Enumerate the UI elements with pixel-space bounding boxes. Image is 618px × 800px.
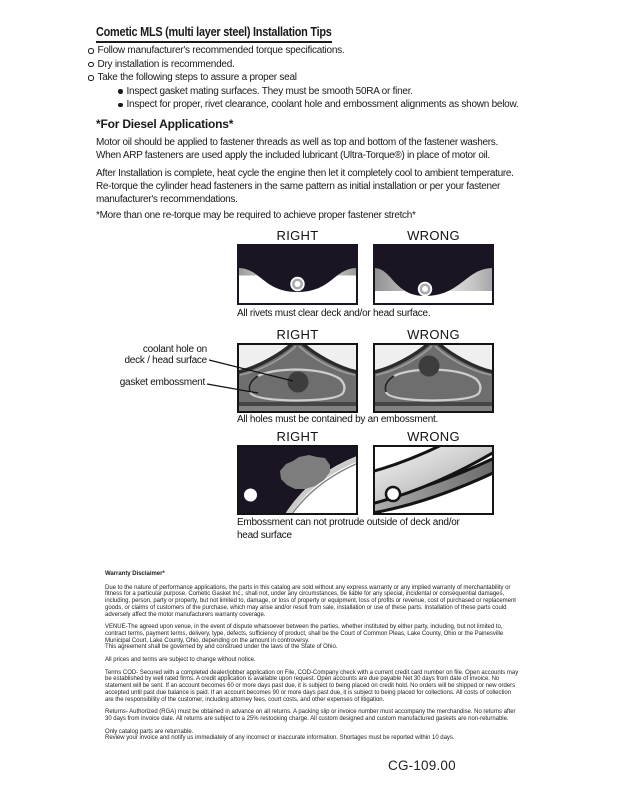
right-label: RIGHT	[276, 327, 319, 342]
open-circle-icon	[88, 62, 94, 68]
diagram-right-column	[237, 228, 358, 305]
bullet-text: Inspect for proper, rivet clearance, coolant hole and embossment alignments as shown below.	[126, 99, 519, 111]
sub-bullet-item	[88, 85, 518, 99]
embossment-wrong-panel	[373, 343, 494, 413]
disclaimer-paragraph: Terms COD- Secured with a completed dealer/jobber application on File, COD-Company check with a current credit card number on file. Open accounts may be established by well rated firms. A credit application is available upon request. Open accounts are due payable Net 30 days from date of invoice. No statement will be sent. If an account becomes 60 or more days past due, it is subject to being placed on credit hold. No orders will be shipped or new orders accepted until past due balance is paid. If an account becomes 90 or more days past due, it is subject to being placed for collections. All costs of collection are the responsibility of the customer, including attorney fees, court costs, and other expenses of litigation.	[105, 669, 519, 703]
disclaimer-heading: Warranty Disclaimer*	[105, 571, 165, 577]
disclaimer-paragraph: VENUE-The agreed upon venue, in the event of dispute whatsoever between the parties, whether instituted by either party, including, but not limited to, contract terms, payment terms, delivery, type, defects, sufficiency of product, shall be the Court of Common Pleas, Lake County, Ohio or the Painesville Municipal Court, Lake County, Ohio, depending on the amount in controversy.	[105, 624, 504, 644]
rivet-wrong-panel	[373, 244, 494, 305]
tips-bullet-list	[88, 44, 518, 112]
protrusion-caption: Embossment can not protrude outside of deck and/or head surface	[237, 517, 460, 541]
bullet-item	[88, 71, 518, 85]
open-circle-icon	[88, 75, 94, 81]
bullet-item	[88, 44, 518, 58]
diagram-row-rivets	[237, 228, 494, 305]
filled-circle-icon	[118, 89, 123, 94]
warranty-disclaimer	[105, 571, 519, 742]
diagram-row-protrusion	[237, 429, 494, 515]
protrusion-wrong-panel	[373, 445, 494, 515]
bullet-text: Dry installation is recommended.	[97, 58, 235, 70]
bullet-text: Follow manufacturer's recommended torque specifications.	[97, 45, 345, 57]
filled-circle-icon	[118, 103, 123, 108]
diesel-paragraph: Motor oil should be applied to fastener threads as well as top and bottom of the fastener washers. When ARP fasteners are used apply the included lubricant (Ultra-Torque®) in place of motor oil.	[96, 137, 498, 162]
diagram-right-column	[237, 429, 358, 515]
diesel-paragraph: After Installation is complete, heat cycle the engine then let it completely cool to ambient temperature. Re-torque the cylinder head fasteners in the same pattern as initial installation or per your fastener manufacturer's recommendations.	[96, 168, 514, 206]
diesel-heading: *For Diesel Applications*	[96, 117, 234, 131]
page-title: Cometic MLS (multi layer steel) Installation Tips	[96, 24, 332, 43]
rivet-caption: All rivets must clear deck and/or head surface.	[237, 308, 431, 319]
disclaimer-paragraph: Returns- Authorized (RGA) must be obtained in advance on all returns. A packing slip or invoice number must accompany the merchandise. No returns after 30 days from invoice date. All returns are subject to a 25% restocking charge. All custom designed and custom manufactured gaskets are non-returnable.	[105, 709, 516, 722]
wrong-label: WRONG	[407, 327, 460, 342]
bullet-text: Inspect gasket mating surfaces. They must be smooth 50RA or finer.	[126, 85, 413, 97]
disclaimer-paragraph: This agreement shall be governed by and construed under the laws of the State of Ohio.	[105, 644, 338, 651]
leader-lines	[200, 350, 310, 400]
page-code: CG-109.00	[388, 758, 456, 773]
disclaimer-paragraph: All prices and terms are subject to change without notice.	[105, 657, 256, 664]
bullet-item	[88, 58, 518, 72]
open-circle-icon	[88, 48, 94, 54]
disclaimer-paragraph: Review your invoice and notify us immediately of any incorrect or inaccurate information. Shortages must be reported within 10 days.	[105, 735, 455, 742]
protrusion-right-panel	[237, 445, 358, 515]
coolant-hole-label: coolant hole on deck / head surface	[124, 344, 207, 366]
embossment-caption: All holes must be contained by an embossment.	[237, 414, 439, 425]
sub-bullet-item	[88, 98, 518, 112]
disclaimer-paragraph: Only catalog parts are returnable.	[105, 728, 194, 735]
disclaimer-paragraph: Due to the nature of performance applications, the parts in this catalog are sold without any express warranty or any implied warranty of merchantability or fitness for a particular purpose. Cometic Gasket Inc., shall not, under any circumstances, be liable for any special, incidental or consequential damages, including, person, party or property, but not limited to, damage, or loss of property or equipment, loss of profits or revenue, cost of purchased or replacement goods, or claims of customers of the purchase, which may arise and/or result from sale, installation or use of these parts. Installation of these parts could adversely affect the motor manufacturers warranty coverage.	[105, 584, 516, 618]
rivet-right-panel	[237, 244, 358, 305]
right-label: RIGHT	[276, 228, 319, 243]
wrong-label: WRONG	[407, 429, 460, 444]
gasket-embossment-label: gasket embossment	[119, 377, 205, 388]
bullet-text: Take the following steps to assure a proper seal	[97, 72, 297, 84]
diagram-wrong-column	[373, 327, 494, 413]
diagram-wrong-column	[373, 429, 494, 515]
wrong-label: WRONG	[407, 228, 460, 243]
diesel-paragraph: *More than one re-torque may be required to achieve proper fastener stretch*	[96, 210, 416, 221]
right-label: RIGHT	[276, 429, 319, 444]
diagram-wrong-column	[373, 228, 494, 305]
